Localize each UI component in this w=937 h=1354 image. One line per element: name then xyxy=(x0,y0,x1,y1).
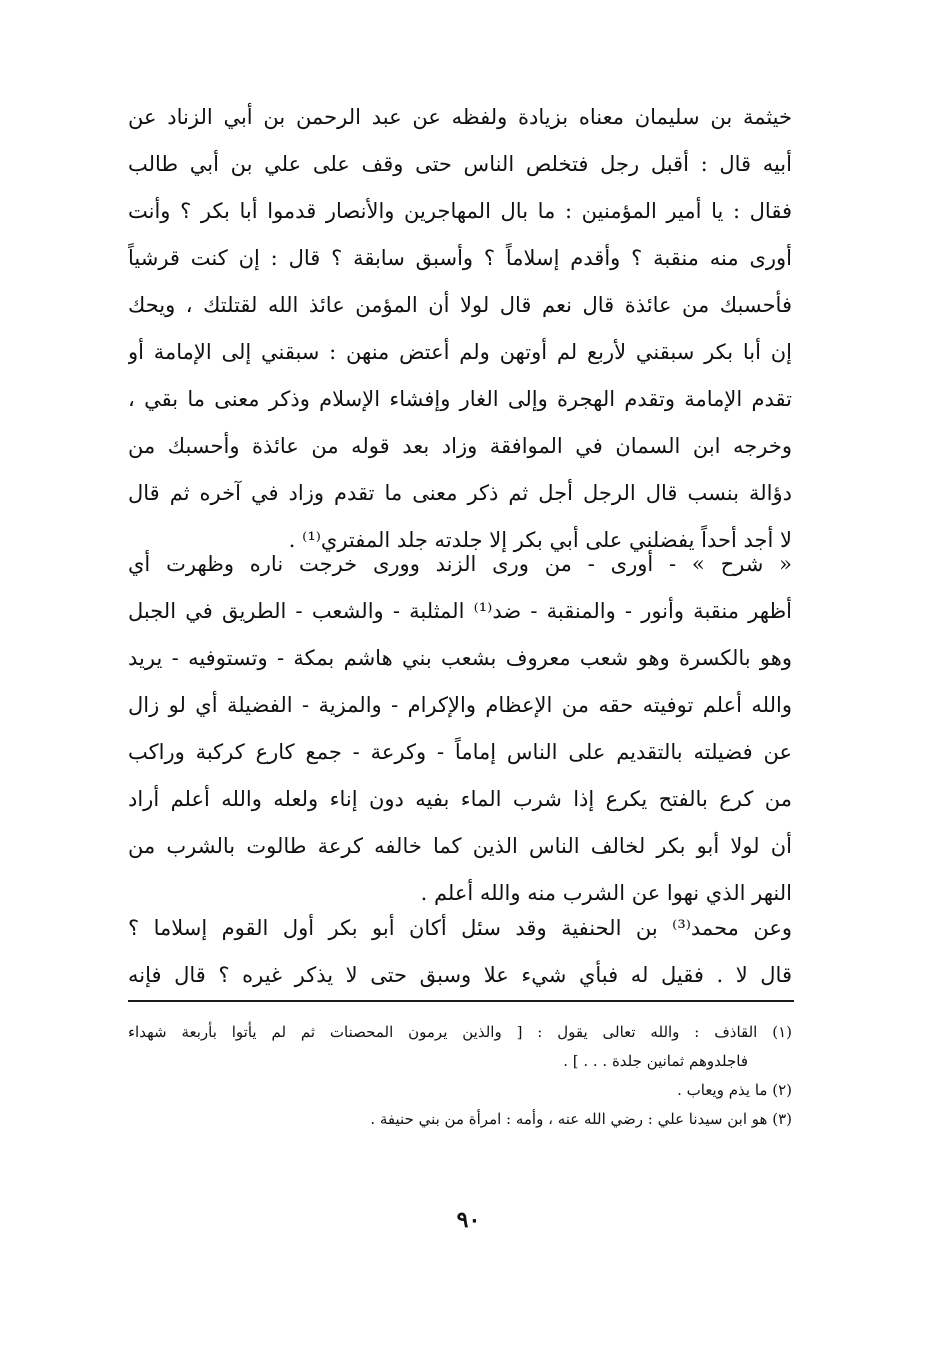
footnotes xyxy=(128,1018,792,1134)
footnote-divider xyxy=(128,1000,794,1002)
text-line: وعن محمد⁽³⁾ بن الحنفية وقد سئل أكان أبو بكر أول القوم إسلاما ؟ xyxy=(128,916,792,940)
footnote-2: (٢) ما يذم ويعاب . xyxy=(677,1081,792,1099)
text-line: « شرح » - أورى - من ورى الزند وورى خرجت ناره وظهرت أي xyxy=(128,552,792,576)
text-line: أبيه قال : أقبل رجل فتخلص الناس حتى وقف على علي بن أبي طالب xyxy=(128,152,792,176)
text-line: وخرجه ابن السمان في الموافقة وزاد بعد قوله من عائذة وأحسبك من xyxy=(128,434,792,458)
text-line: عن فضيلته بالتقديم على الناس إماماً - وكرعة - جمع كارع كركبة وراكب xyxy=(128,740,792,764)
text-line: وهو بالكسرة وهو شعب معروف بشعب بني هاشم بمكة - وتستوفيه - يريد xyxy=(128,646,792,670)
text-line: فأحسبك من عائذة قال نعم قال لولا أن المؤمن عائذ الله لقتلتك ، ويحك xyxy=(128,293,792,317)
footnote-1: (١) القاذف : والله تعالى يقول : [ والذين يرمون المحصنات ثم لم يأتوا بأربعة شهداء xyxy=(128,1023,792,1041)
text-line: قال لا . فقيل له فبأي شيء علا وسبق حتى لا يذكر غيره ؟ قال فإنه xyxy=(128,963,792,987)
text-line: أظهر منقبة وأنور - والمنقبة - ضد⁽¹⁾ المثلبة - والشعب - الطريق في الجبل xyxy=(128,599,792,623)
text-line: إن أبا بكر سبقني لأربع لم أوتهن ولم أعتض منهن : سبقني إلى الإمامة أو xyxy=(128,340,792,364)
text-line: خيثمة بن سليمان معناه بزيادة ولفظه عن عبد الرحمن بن أبي الزناد عن xyxy=(128,105,792,129)
text-line: أورى منه منقبة ؟ وأقدم إسلاماً ؟ وأسبق سابقة ؟ قال : إن كنت قرشياً xyxy=(128,246,792,270)
text-line: تقدم الإمامة وتقدم الهجرة وإلى الغار وإفشاء الإسلام وذكر معنى ما بقي ، xyxy=(128,387,792,411)
text-line: والله أعلم توفيته حقه من الإعظام والإكرام - والمزية - الفضيلة أي لو زال xyxy=(128,693,792,717)
paragraph-narration-continued xyxy=(128,905,792,999)
text-line: لا أجد أحداً يفضلني على أبي بكر إلا جلدته جلد المفتري⁽¹⁾ . xyxy=(288,528,792,552)
text-line: من كرع بالفتح يكرع إذا شرب الماء بفيه دون إناء ولعله والله أعلم أراد xyxy=(128,787,792,811)
paragraph-commentary xyxy=(128,541,792,917)
text-line: فقال : يا أمير المؤمنين : ما بال المهاجرين والأنصار قدموا أبا بكر ؟ وأنت xyxy=(128,199,792,223)
paragraph-narration xyxy=(128,94,792,564)
footnote-3: (٣) هو ابن سيدنا علي : رضي الله عنه ، وأمه : امرأة من بني حنيفة . xyxy=(370,1110,792,1128)
text-line: النهر الذي نهوا عن الشرب منه والله أعلم . xyxy=(420,881,792,905)
text-line: دؤالة بنسب قال الرجل أجل ثم ذكر معنى ما تقدم وزاد في آخره ثم قال xyxy=(128,481,792,505)
footnote-1-continuation: فاجلدوهم ثمانين جلدة . . . ] . xyxy=(563,1052,748,1070)
text-line: أن لولا أبو بكر لخالف الناس الذين كما خالفه كرعة طالوت بالشرب من xyxy=(128,834,792,858)
page-number: ٩٠ xyxy=(456,1207,481,1233)
